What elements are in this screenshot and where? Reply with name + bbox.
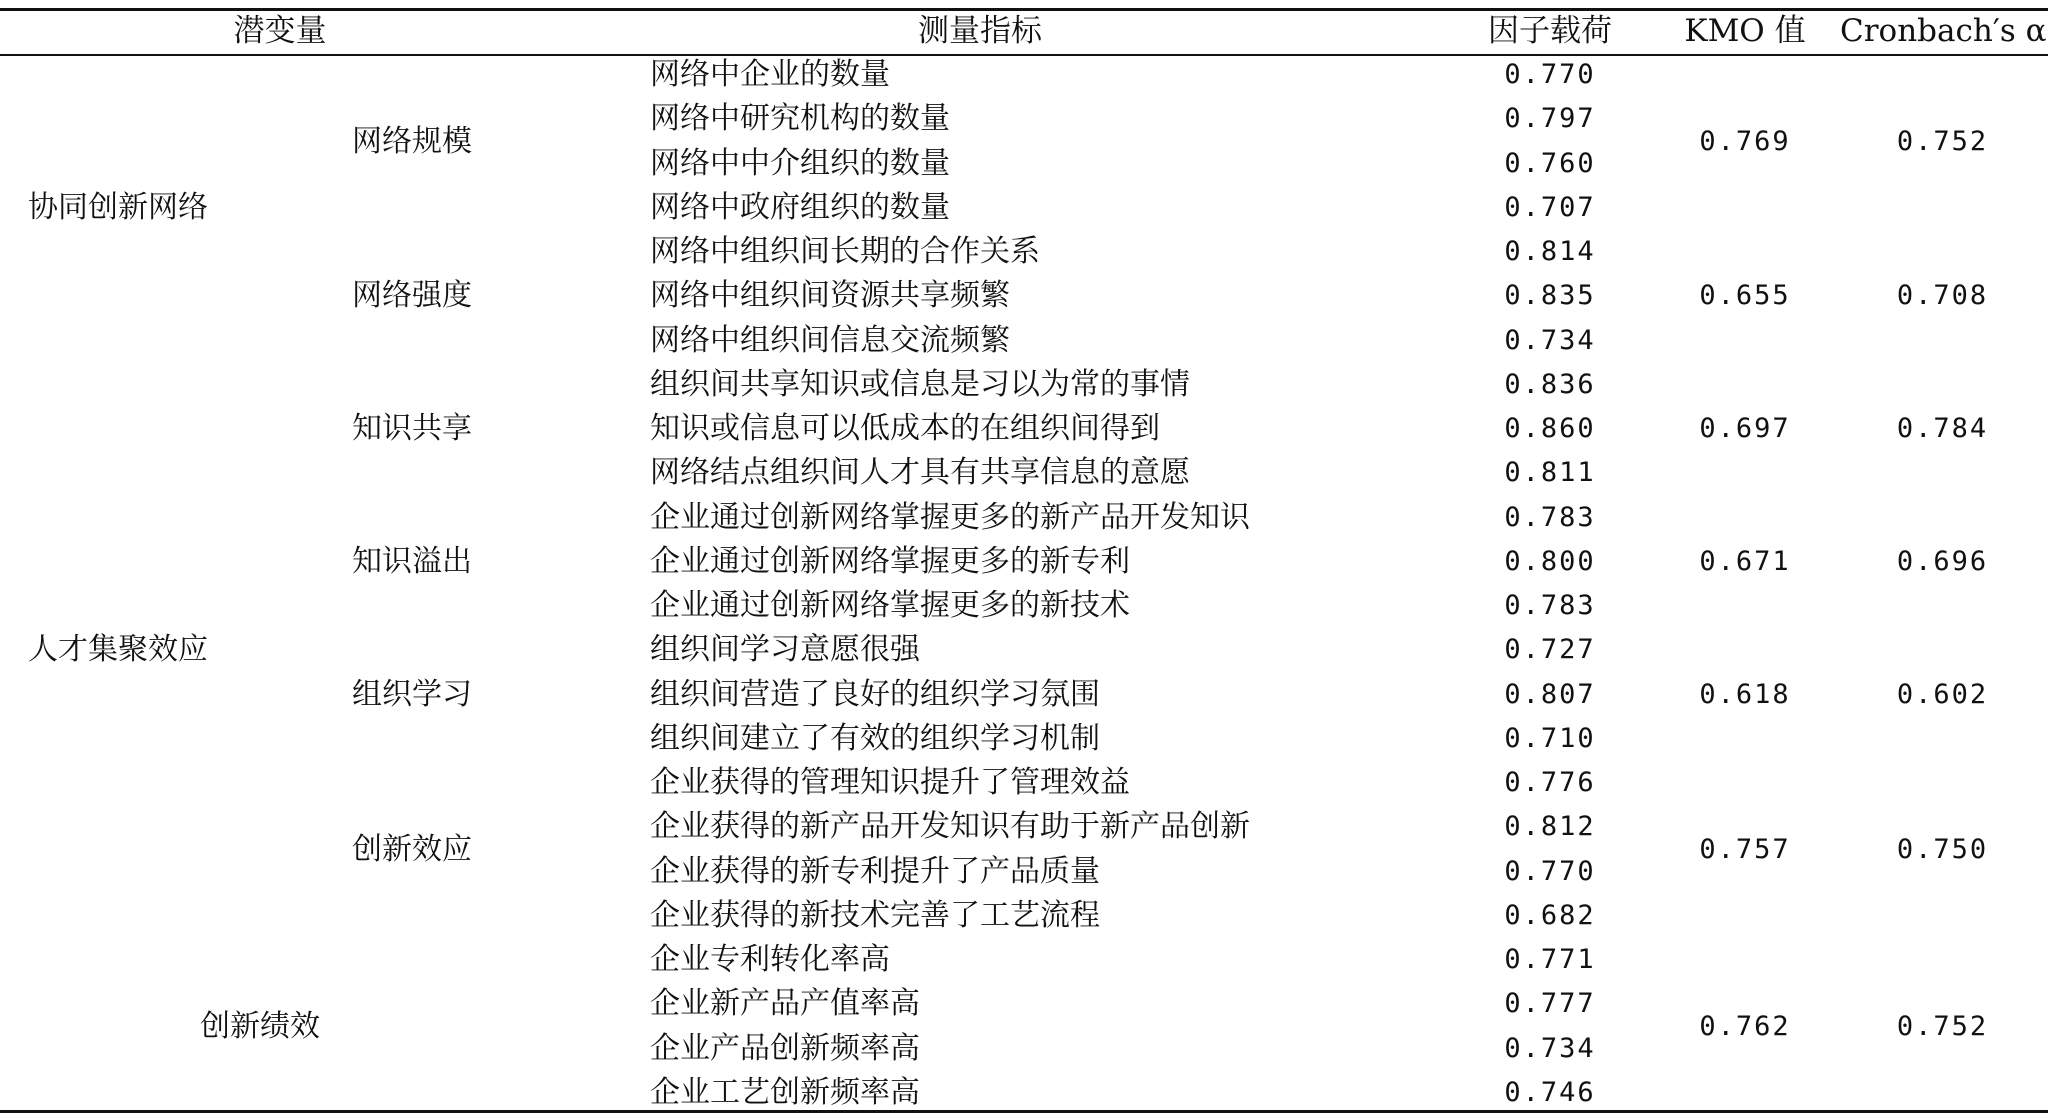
factor-loading-value: 0.760 bbox=[1504, 147, 1596, 179]
measurement-item: 网络结点组织间人才具有共享信息的意愿 bbox=[650, 455, 1190, 491]
measurement-item: 网络中研究机构的数量 bbox=[650, 101, 950, 137]
latent-variable-group: 人才集聚效应 bbox=[28, 632, 208, 668]
factor-loading-value: 0.783 bbox=[1504, 590, 1596, 621]
measurement-item: 企业获得的新产品开发知识有助于新产品创新 bbox=[650, 809, 1250, 845]
measurement-item: 网络中中介组织的数量 bbox=[650, 145, 950, 181]
measurement-item: 组织间学习意愿很强 bbox=[650, 632, 920, 668]
measurement-item: 企业获得的管理知识提升了管理效益 bbox=[650, 765, 1130, 800]
measurement-item: 企业工艺创新频率高 bbox=[650, 1074, 920, 1110]
dimension-label: 组织学习 bbox=[352, 676, 472, 712]
measurement-item: 企业获得的新专利提升了产品质量 bbox=[650, 853, 1100, 889]
factor-loading-value: 0.797 bbox=[1504, 103, 1596, 135]
cronbach-alpha-value: 0.752 bbox=[1896, 1010, 1989, 1042]
factor-loading-value: 0.682 bbox=[1504, 899, 1596, 931]
kmo-value: 0.671 bbox=[1699, 545, 1791, 577]
header-kmo: KMO 值 bbox=[1684, 13, 1806, 49]
factor-loading-value: 0.770 bbox=[1504, 855, 1596, 887]
latent-variable-group: 创新绩效 bbox=[200, 1008, 320, 1044]
measurement-item: 知识或信息可以低成本的在组织间得到 bbox=[650, 411, 1160, 446]
factor-loading-value: 0.812 bbox=[1504, 811, 1596, 843]
measurement-item: 网络中组织间长期的合作关系 bbox=[650, 234, 1040, 269]
factor-loading-value: 0.710 bbox=[1504, 722, 1596, 754]
cronbach-alpha-value: 0.752 bbox=[1896, 125, 1989, 157]
cronbach-alpha-value: 0.708 bbox=[1896, 280, 1989, 312]
factor-loading-value: 0.734 bbox=[1504, 324, 1596, 356]
cronbach-alpha-value: 0.602 bbox=[1896, 678, 1989, 710]
factor-loading-value: 0.836 bbox=[1504, 368, 1596, 400]
dimension-label: 知识溢出 bbox=[352, 543, 472, 579]
header-factor-loading: 因子载荷 bbox=[1488, 13, 1612, 49]
factor-loading-value: 0.783 bbox=[1504, 501, 1596, 533]
measurement-item: 网络中政府组织的数量 bbox=[650, 189, 950, 225]
factor-loading-value: 0.814 bbox=[1504, 236, 1596, 267]
cronbach-alpha-value: 0.750 bbox=[1896, 833, 1989, 865]
factor-loading-value: 0.835 bbox=[1504, 280, 1596, 312]
measurement-item: 企业新产品产值率高 bbox=[650, 986, 920, 1022]
kmo-value: 0.769 bbox=[1699, 125, 1791, 157]
factor-loading-value: 0.860 bbox=[1504, 413, 1596, 444]
header-cronbach-alpha: Cronbach′s α bbox=[1840, 13, 2047, 49]
measurement-item: 企业获得的新技术完善了工艺流程 bbox=[650, 897, 1100, 933]
dimension-label: 创新效应 bbox=[352, 831, 472, 867]
factor-loading-value: 0.771 bbox=[1504, 944, 1596, 975]
measurement-item: 网络中组织间资源共享频繁 bbox=[650, 278, 1010, 314]
factor-loading-value: 0.777 bbox=[1504, 988, 1596, 1020]
kmo-value: 0.618 bbox=[1699, 678, 1791, 710]
kmo-value: 0.697 bbox=[1699, 413, 1791, 445]
measurement-item: 组织间建立了有效的组织学习机制 bbox=[650, 720, 1100, 756]
header-latent-variable: 潜变量 bbox=[233, 13, 327, 49]
factor-loading-value: 0.707 bbox=[1504, 191, 1596, 223]
factor-loading-value: 0.746 bbox=[1504, 1076, 1596, 1108]
dimension-label: 知识共享 bbox=[352, 411, 472, 447]
measurement-item: 组织间共享知识或信息是习以为常的事情 bbox=[650, 366, 1190, 402]
factor-loading-value: 0.811 bbox=[1504, 457, 1596, 489]
measurement-item: 企业产品创新频率高 bbox=[650, 1030, 920, 1066]
measurement-item: 企业通过创新网络掌握更多的新产品开发知识 bbox=[650, 499, 1250, 535]
factor-loading-value: 0.734 bbox=[1504, 1032, 1596, 1064]
dimension-label: 网络强度 bbox=[352, 278, 472, 314]
cronbach-alpha-value: 0.696 bbox=[1896, 545, 1989, 577]
factor-loading-value: 0.800 bbox=[1504, 545, 1596, 577]
cronbach-alpha-value: 0.784 bbox=[1896, 413, 1989, 445]
measurement-item: 组织间营造了良好的组织学习氛围 bbox=[650, 676, 1100, 712]
dimension-label: 网络规模 bbox=[352, 123, 472, 159]
header-rule bbox=[0, 54, 2048, 56]
kmo-value: 0.757 bbox=[1699, 833, 1791, 865]
factor-loading-value: 0.770 bbox=[1504, 59, 1596, 90]
bottom-rule bbox=[0, 1110, 2048, 1113]
measurement-item: 企业专利转化率高 bbox=[650, 942, 890, 977]
kmo-value: 0.655 bbox=[1699, 280, 1791, 312]
factor-loading-value: 0.727 bbox=[1504, 634, 1596, 666]
measurement-item: 网络中企业的数量 bbox=[650, 57, 890, 92]
factor-loading-value: 0.776 bbox=[1504, 767, 1596, 798]
measurement-item: 企业通过创新网络掌握更多的新专利 bbox=[650, 543, 1130, 579]
factor-loading-value: 0.807 bbox=[1504, 678, 1596, 710]
header-measurement-indicator: 测量指标 bbox=[918, 13, 1042, 49]
measurement-item: 网络中组织间信息交流频繁 bbox=[650, 322, 1010, 358]
latent-variable-group: 协同创新网络 bbox=[28, 189, 208, 225]
measurement-item: 企业通过创新网络掌握更多的新技术 bbox=[650, 588, 1130, 623]
kmo-value: 0.762 bbox=[1699, 1010, 1791, 1042]
